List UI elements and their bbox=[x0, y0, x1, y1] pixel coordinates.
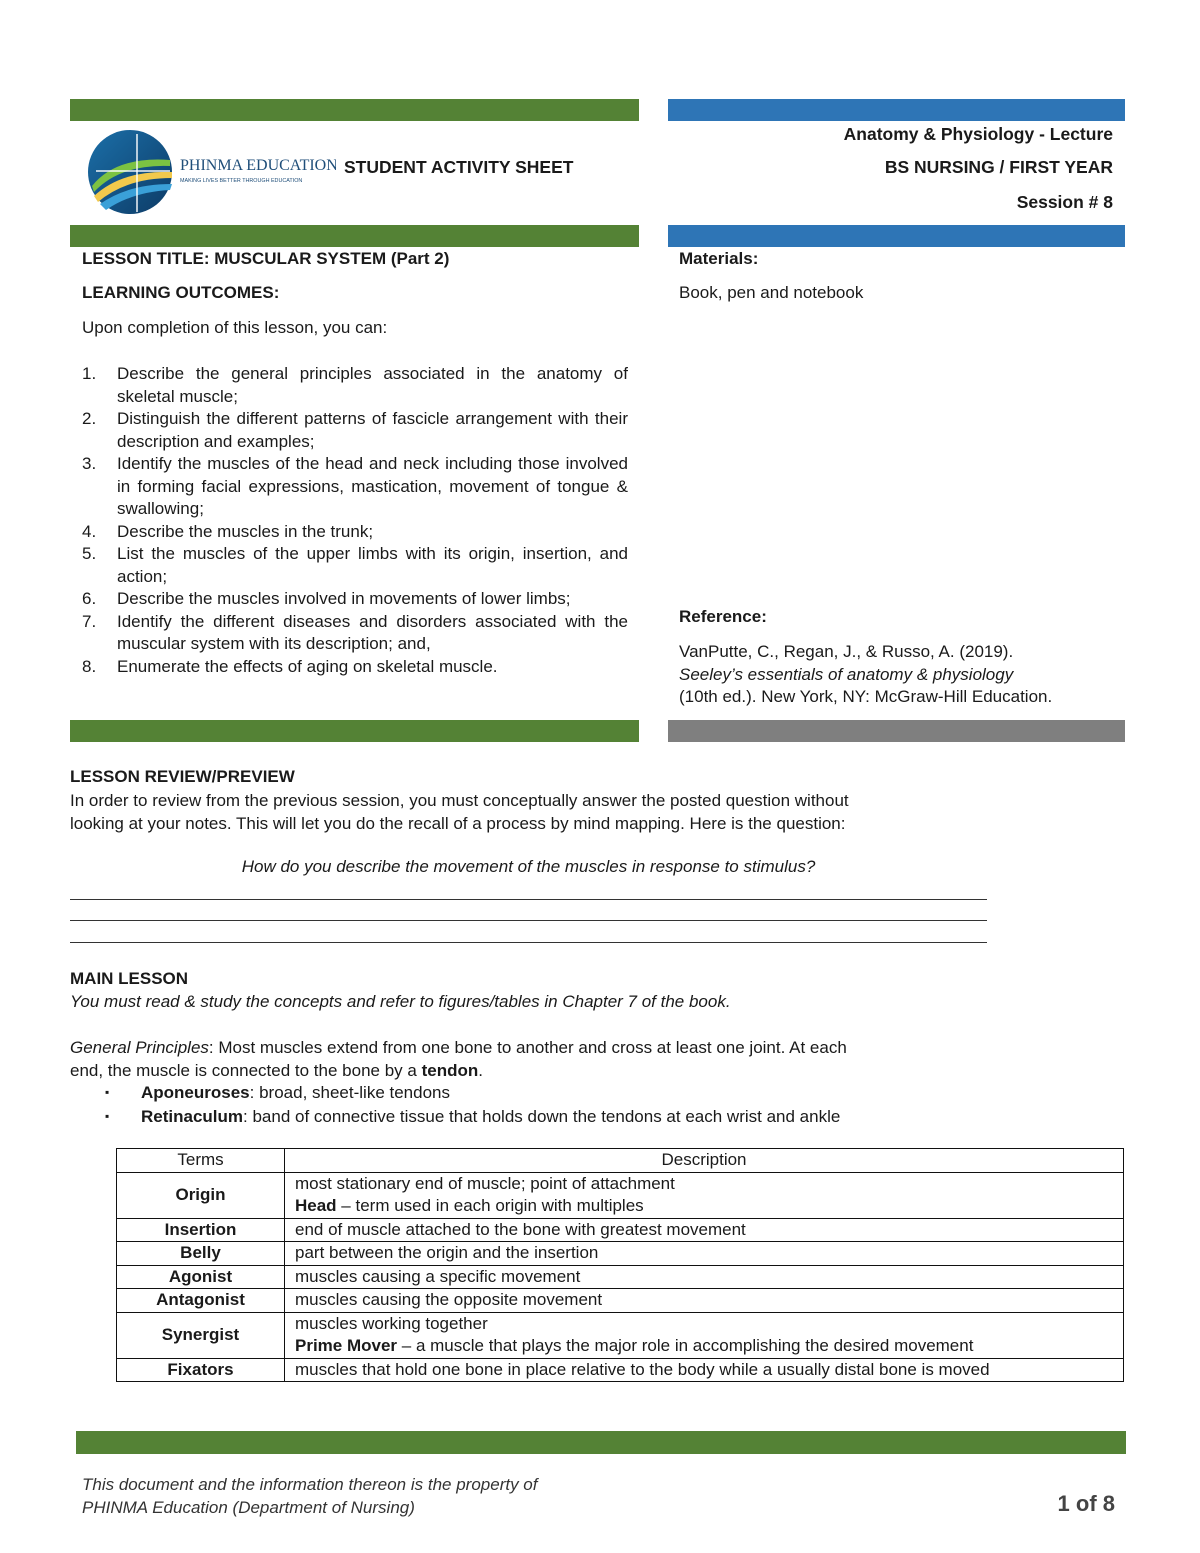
phinma-logo-icon bbox=[86, 126, 336, 218]
outcome-number: 7. bbox=[82, 611, 97, 631]
outcome-number: 4. bbox=[82, 521, 97, 541]
list-item bbox=[82, 543, 628, 588]
outcome-text: Identify the different diseases and disorders associated with the muscular system with its description; and, bbox=[117, 611, 628, 653]
outcomes-intro: Upon completion of this lesson, you can: bbox=[82, 318, 388, 337]
bullet-term: Aponeuroses bbox=[141, 1083, 250, 1102]
sheet-title: STUDENT ACTIVITY SHEET bbox=[344, 157, 574, 177]
section-bar-right bbox=[668, 720, 1125, 742]
session-number: Session # 8 bbox=[1016, 192, 1113, 212]
header-bar-left-top bbox=[70, 99, 639, 121]
outcome-text: Describe the muscles involved in movements of lower limbs; bbox=[117, 589, 571, 608]
reference-line: (10th ed.). New York, NY: McGraw-Hill Education. bbox=[679, 687, 1053, 706]
list-item bbox=[82, 453, 628, 521]
page-number: 1 of 8 bbox=[1057, 1491, 1115, 1516]
main-heading: MAIN LESSON bbox=[70, 969, 189, 988]
sub-term: Head bbox=[295, 1196, 337, 1215]
description-cell bbox=[285, 1312, 1124, 1358]
table-row bbox=[117, 1358, 1124, 1382]
description-cell bbox=[285, 1172, 1124, 1218]
outcome-number: 1. bbox=[82, 364, 97, 383]
description-cell: part between the origin and the insertion bbox=[285, 1242, 1124, 1266]
bullet-icon: ▪ bbox=[105, 1108, 110, 1123]
table-row bbox=[117, 1172, 1124, 1218]
lesson-title: LESSON TITLE: MUSCULAR SYSTEM (Part 2) bbox=[82, 249, 450, 268]
outcome-number: 3. bbox=[82, 454, 97, 473]
materials-text: Book, pen and notebook bbox=[679, 283, 864, 302]
term-cell: Agonist bbox=[117, 1265, 285, 1289]
description-cell: muscles causing the opposite movement bbox=[285, 1289, 1124, 1313]
footer-line: This document and the information thereon is the property of bbox=[82, 1475, 538, 1494]
term-cell: Insertion bbox=[117, 1218, 285, 1242]
table-header-row bbox=[117, 1149, 1124, 1173]
phinma-logo bbox=[86, 126, 336, 218]
answer-line bbox=[70, 920, 987, 921]
list-item bbox=[82, 611, 628, 656]
table-row bbox=[117, 1312, 1124, 1358]
header-bar-right-top bbox=[668, 99, 1125, 121]
sub-description: – term used in each origin with multiples bbox=[336, 1196, 644, 1215]
list-item bbox=[82, 521, 628, 544]
footer-line: PHINMA Education (Department of Nursing) bbox=[82, 1498, 415, 1517]
gp-period: . bbox=[478, 1060, 483, 1080]
footer-notice bbox=[82, 1473, 537, 1519]
sub-term: Prime Mover bbox=[295, 1336, 398, 1355]
outcomes-list bbox=[82, 363, 628, 678]
outcome-text: Enumerate the effects of aging on skeletal muscle. bbox=[117, 656, 498, 676]
term-cell: Antagonist bbox=[117, 1289, 285, 1313]
bullet-icon: ▪ bbox=[105, 1085, 110, 1099]
bullet-desc: : band of connective tissue that holds down the tendons at each wrist and ankle bbox=[243, 1106, 841, 1126]
principles-bullets bbox=[105, 1081, 840, 1128]
header-bar-left-bottom bbox=[70, 225, 639, 247]
list-item bbox=[82, 588, 628, 611]
outcome-text: List the muscles of the upper limbs with its origin, insertion, and action; bbox=[117, 544, 628, 586]
terms-table bbox=[116, 1148, 1124, 1382]
term-cell: Fixators bbox=[117, 1358, 285, 1382]
outcome-text: Describe the muscles in the trunk; bbox=[117, 521, 374, 541]
section-bar-left bbox=[70, 720, 639, 742]
program-title: BS NURSING / FIRST YEAR bbox=[884, 157, 1113, 177]
review-line: looking at your notes. This will let you do the recall of a process by mind mapping. Here is the question: bbox=[70, 813, 846, 833]
table-row bbox=[117, 1289, 1124, 1313]
outcomes-heading: LEARNING OUTCOMES: bbox=[82, 283, 280, 302]
table-row bbox=[117, 1265, 1124, 1289]
reference-line: VanPutte, C., Regan, J., & Russo, A. (2019). bbox=[679, 642, 1014, 661]
description-text: muscles working together bbox=[295, 1313, 488, 1333]
table-row bbox=[117, 1242, 1124, 1266]
gp-tendon: tendon bbox=[421, 1060, 479, 1080]
gp-text: end, the muscle is connected to the bone by a bbox=[70, 1060, 422, 1080]
answer-line bbox=[70, 899, 987, 900]
main-instruction: You must read & study the concepts and refer to figures/tables in Chapter 7 of the book. bbox=[70, 992, 731, 1011]
gp-label: General Principles bbox=[70, 1038, 209, 1057]
review-question: How do you describe the movement of the muscles in response to stimulus? bbox=[241, 857, 816, 876]
term-cell: Origin bbox=[117, 1172, 285, 1218]
sub-description: – a muscle that plays the major role in accomplishing the desired movement bbox=[397, 1336, 974, 1355]
description-text: most stationary end of muscle; point of attachment bbox=[295, 1173, 675, 1193]
list-item bbox=[82, 656, 628, 679]
bullet-term: Retinaculum bbox=[141, 1106, 244, 1126]
header-bar-right-bottom bbox=[668, 225, 1125, 247]
outcome-text: Describe the general principles associated in the anatomy of skeletal muscle; bbox=[117, 364, 628, 406]
table-row bbox=[117, 1218, 1124, 1242]
reference-heading: Reference: bbox=[679, 607, 767, 626]
outcome-text: Identify the muscles of the head and neck including those involved in forming facial expressions, mastication, movement of tongue & swallowing; bbox=[117, 454, 628, 518]
column-header-description: Description bbox=[285, 1149, 1124, 1173]
review-text bbox=[70, 790, 849, 835]
term-cell: Belly bbox=[117, 1242, 285, 1266]
list-item bbox=[82, 363, 628, 408]
list-item bbox=[82, 408, 628, 453]
description-cell: muscles that hold one bone in place relative to the body while a usually distal bone is moved bbox=[285, 1358, 1124, 1382]
answer-line bbox=[70, 942, 987, 943]
outcome-number: 8. bbox=[82, 656, 97, 676]
description-cell: muscles causing a specific movement bbox=[285, 1265, 1124, 1289]
reference-citation bbox=[679, 641, 1052, 709]
outcome-number: 6. bbox=[82, 589, 97, 608]
term-cell: Synergist bbox=[117, 1312, 285, 1358]
outcome-number: 2. bbox=[82, 409, 97, 428]
outcome-number: 5. bbox=[82, 544, 97, 563]
logo-tagline: MAKING LIVES BETTER THROUGH EDUCATION bbox=[180, 178, 303, 184]
materials-heading: Materials: bbox=[679, 249, 759, 268]
description-cell: end of muscle attached to the bone with greatest movement bbox=[285, 1218, 1124, 1242]
reference-book-title: Seeley’s essentials of anatomy & physiology bbox=[679, 664, 1014, 684]
list-item bbox=[105, 1105, 840, 1129]
outcome-text: Distinguish the different patterns of fascicle arrangement with their description and examples; bbox=[117, 409, 628, 451]
general-principles bbox=[70, 1037, 847, 1082]
column-header-terms: Terms bbox=[117, 1149, 285, 1173]
review-heading: LESSON REVIEW/PREVIEW bbox=[70, 767, 295, 786]
bullet-desc: : broad, sheet-like tendons bbox=[249, 1083, 450, 1102]
course-title: Anatomy & Physiology - Lecture bbox=[843, 124, 1113, 144]
review-line: In order to review from the previous session, you must conceptually answer the posted question without bbox=[70, 791, 849, 810]
footer-bar bbox=[76, 1431, 1126, 1454]
logo-text: PHINMA EDUCATION bbox=[180, 157, 336, 174]
gp-text: : Most muscles extend from one bone to another and cross at least one joint. At each bbox=[208, 1038, 847, 1057]
list-item bbox=[105, 1081, 840, 1105]
